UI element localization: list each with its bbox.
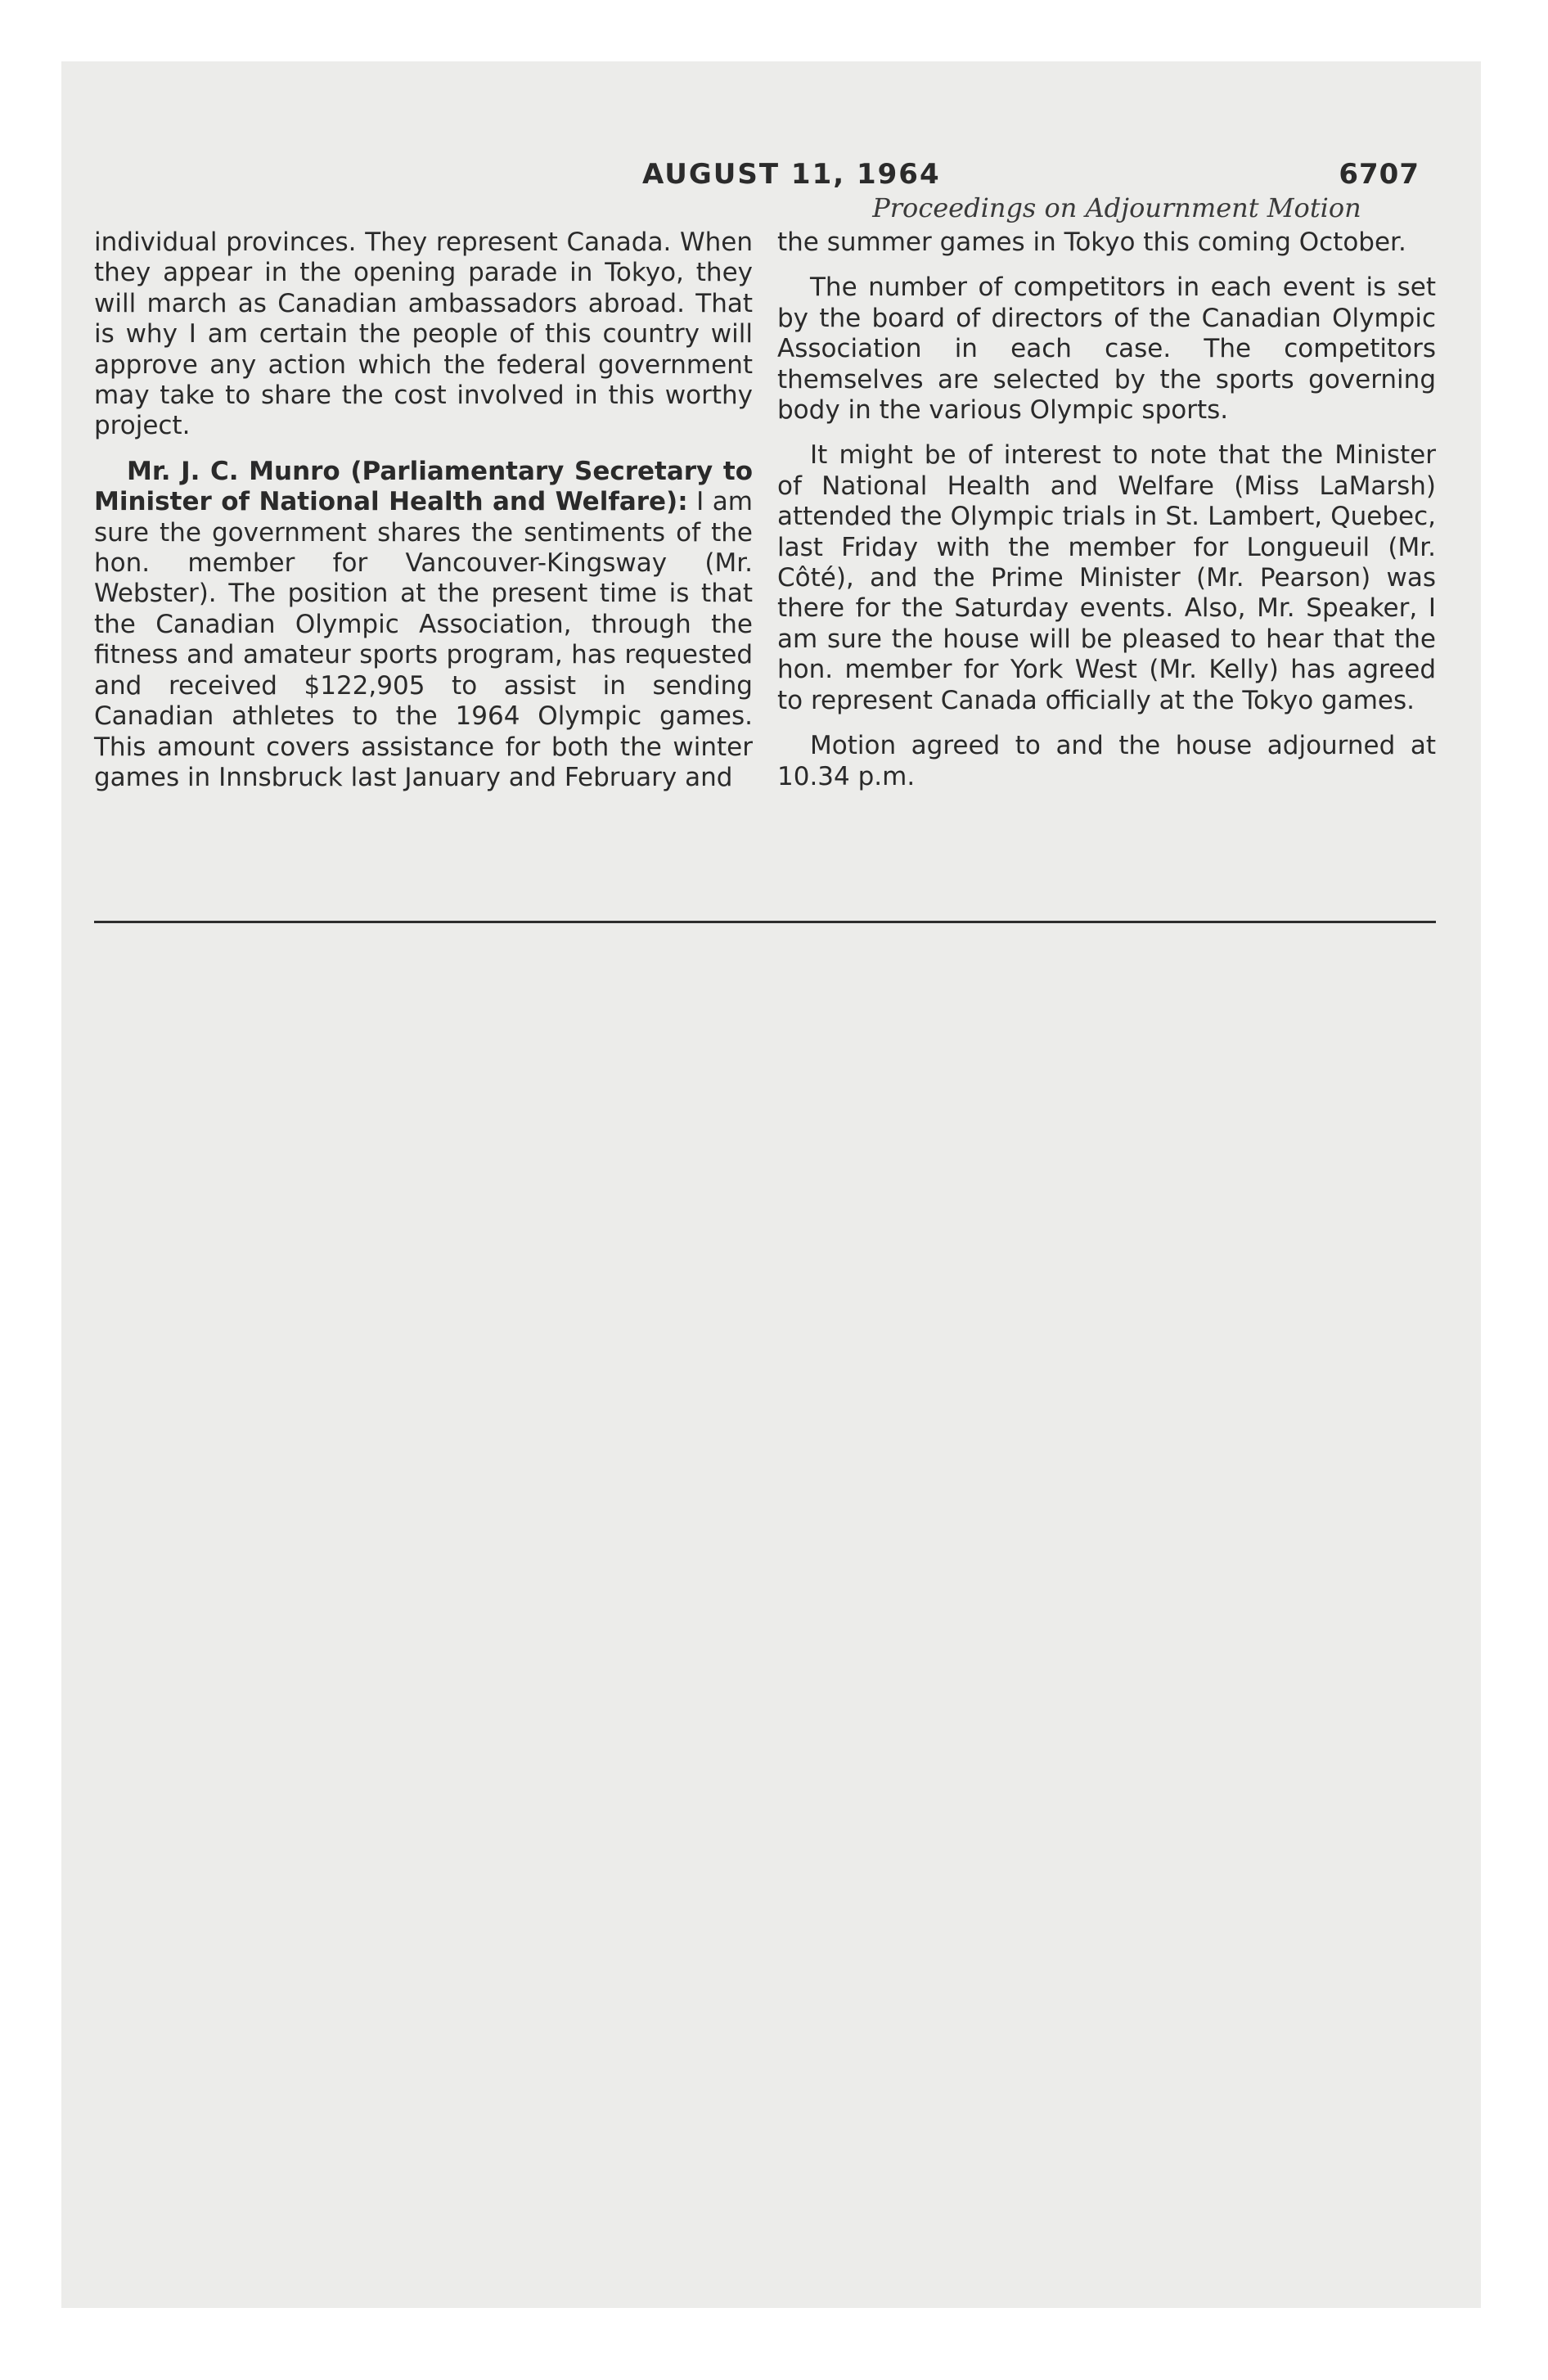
left-paragraph-1: individual provinces. They represent Canada. When they appear in the opening parade in Tokyo, they will march as Canadian ambassadors abroad. That is why I am certain the people of this country will approve any action which the federal government may take to share the cost involved in this worthy project. <box>94 228 753 441</box>
section-heading: Proceedings on Adjournment Motion <box>872 192 1361 223</box>
speaker-name: Mr. J. C. Munro (Parliamentary Secretary to Minister of National Health and Welfare): <box>94 456 753 517</box>
page-date: AUGUST 11, 1964 <box>642 158 941 191</box>
page-number: 6707 <box>1339 158 1420 191</box>
left-paragraph-2 <box>94 457 753 793</box>
right-paragraph-3: It might be of interest to note that the Minister of National Health and Welfare (Miss LaMarsh) attended the Olympic trials in St. Lambert, Quebec, last Friday with the member for Longueuil (Mr. Côté), and the Prime Minister (Mr. Pearson) was there for the Saturday events. Also, Mr. Speaker, I am sure the house will be pleased to hear that the hon. member for York West (Mr. Kelly) has agreed to represent Canada officially at the Tokyo games. <box>777 440 1436 715</box>
right-paragraph-2: The number of competitors in each event is set by the board of directors of the Canadian Olympic Association in each case. The competitors themselves are selected by the sports governing body in the various Olympic sports. <box>777 273 1436 426</box>
end-rule <box>94 921 1436 923</box>
left-column <box>94 228 753 793</box>
document-page <box>61 61 1481 2308</box>
right-paragraph-1: the summer games in Tokyo this coming October. <box>777 228 1406 257</box>
right-paragraph-4: Motion agreed to and the house adjourned at 10.34 p.m. <box>777 731 1436 791</box>
speech-text: I am sure the government shares the sentiments of the hon. member for Vancouver-Kingsway (Mr. Webster). The position at the present time is that the Canadian Olympic Association, through the fitness and amateur sports program, has requested and received $122,905 to assist in sending Canadian athletes to the 1964 Olympic games. This amount covers assistance for both the winter games in Innsbruck last January and February and <box>94 487 753 792</box>
right-column <box>777 228 1436 792</box>
